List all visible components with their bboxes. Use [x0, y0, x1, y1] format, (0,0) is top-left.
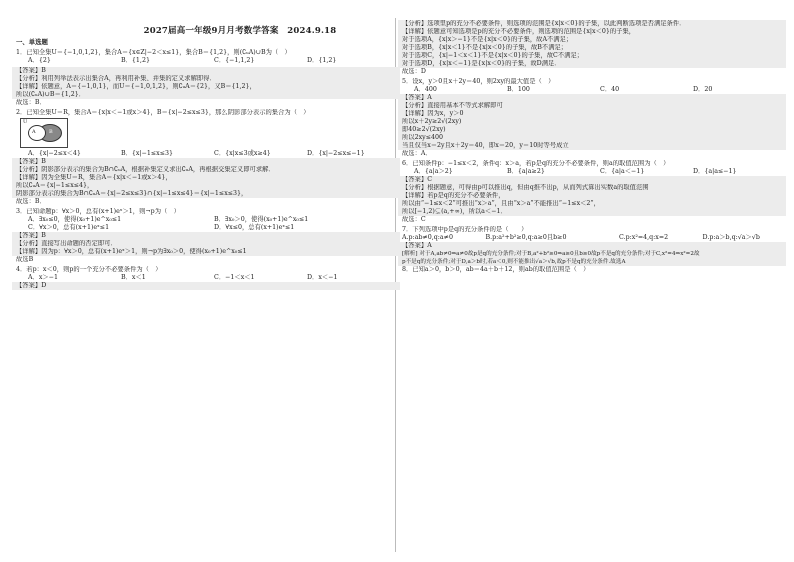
q4-detail: 【详解】依题意可知选项是p的充分不必要条件，则选项的范围是{x|x＜0}的子集， — [398, 28, 786, 36]
q1-analysis: 【分析】利用列举法表示出集合A，再利用补集、并集的定义求解即得． — [12, 75, 400, 83]
q2-analysis: 【分析】阴影部分表示的集合为B∩∁ᵤA，根据补集定义求出∁ᵤA，再根据交集定义即可求解． — [12, 166, 400, 174]
q5-analysis: 【分析】直接用基本不等式求解即可 — [398, 102, 786, 110]
q1-detail: 【详解】依题意，A＝{−1,0,1}，而U＝{−1,0,1,2}，则∁ᵤA＝{2}，又B＝{1,2}， — [12, 83, 400, 91]
option[interactable]: A．{a|a＞2} — [414, 168, 453, 175]
option[interactable]: D．x＜−1 — [307, 274, 338, 281]
q7-stem: 7．下列选项中p是q的充分条件的是（ ） — [402, 226, 528, 233]
option[interactable]: C.p:x²=4,q:x=2 — [619, 234, 669, 241]
venn-label-a: A — [32, 129, 36, 135]
q4-choose: 故选：D — [402, 68, 426, 75]
q2-choose: 故选：B． — [16, 198, 46, 205]
q3-detail: 【详解】因为p：∀x＞0，总有(x+1)eˣ＞1，则¬p为∃x₀＞0，使得(x₀+1)e^x₀≤1 — [12, 248, 400, 256]
q3-options-cd — [12, 224, 400, 232]
q5-line3: 所以2xy≤400 — [398, 134, 786, 142]
option[interactable]: B．100 — [507, 86, 530, 93]
q4-option-c-check: 对于选项C，{x|−1＜x＜1}不是{x|x＜0}的子集，故C不满足； — [398, 52, 786, 60]
venn-set-a — [28, 125, 46, 141]
venn-label-u: U — [23, 119, 28, 125]
q6-answer: 【答案】C — [398, 176, 786, 184]
q3-analysis: 【分析】直接写出命题的否定即可． — [12, 240, 400, 248]
option[interactable]: A．400 — [414, 86, 437, 93]
q4-option-d-check: 对于选项D，{x|x＜−1}是{x|x＜0}的子集，故D满足． — [398, 60, 786, 68]
option[interactable]: B.p:a²+b²≥0,q:a≥0且b≥0 — [485, 234, 567, 241]
q6-line2: 所以[−1,2)⊊(a,+∞)，所以a＜−1． — [398, 208, 786, 216]
option[interactable]: D．{a|a≤−1} — [693, 168, 737, 175]
q6-detail: 【详解】若p是q的充分不必要条件， — [398, 192, 786, 200]
option[interactable]: C．{x|x≤3或x≥4} — [214, 150, 271, 157]
q5-line2: 即40≥2√(2xy) — [398, 126, 786, 134]
q2-options — [12, 150, 400, 158]
page-title: 2027届高一年级9月月考数学答案 2024.9.18 — [143, 26, 337, 36]
q6-line1: 所以由“−1≤x＜2”可推出“x＞a”，且由“x＞a”不能推出“−1≤x＜2”， — [398, 200, 786, 208]
option[interactable]: A．{x|−2≤x＜4} — [28, 150, 81, 157]
q5-line1: 所以x＋2y≥2√(2xy) — [398, 118, 786, 126]
q3-answer: 【答案】B — [12, 232, 400, 240]
option[interactable]: B．{a|a≥2} — [507, 168, 545, 175]
venn-label-b: B — [49, 129, 53, 135]
q2-answer: 【答案】B — [12, 158, 400, 166]
option[interactable]: D.p:a＞b,q:√a＞√b — [702, 234, 760, 241]
q1-options — [12, 57, 400, 65]
option[interactable]: D．∀x≤0，总有(x+1)eˣ≤1 — [214, 224, 295, 231]
q7-detail-2: p不是q的充分条件;对于D,a＞b时,若a＜0,则不能推出√a＞√b,故p不是q的充分条件.故选A — [398, 258, 786, 266]
q2-line3: 阴影部分表示的集合为B∩∁ᵤA＝{x|−2≤x≤3}∩{x|−1≤x≤4}＝{x|−1≤x≤3}， — [12, 190, 400, 198]
q2-stem: 2．已知全集U＝R，集合A＝{x|x＜−1或x＞4}，B＝{x|−2≤x≤3}，那么阴影部分表示的集合为（ ） — [16, 109, 310, 116]
q6-analysis: 【分析】根据题意，可得由p可以推出q，但由q推不出p，从而列式算出实数a的取值范围 — [398, 184, 786, 192]
q1-stem: 1．已知全集U＝{−1,0,1,2}，集合A＝{x∈Z|−2＜x≤1}，集合B＝{1,2}，则(∁ᵤA)∪B为（ ） — [16, 49, 291, 56]
option[interactable]: C．{a|a＜−1} — [600, 168, 645, 175]
option[interactable]: D．20 — [693, 86, 713, 93]
q3-choose: 故选B — [16, 256, 34, 263]
q4-analysis: 【分析】选项里p的充分不必要条件，则选项的范围是{x|x＜0}的子集，以此判断选项是否满足条件． — [398, 20, 786, 28]
q3-stem: 3．已知命题p：∀x＞0，总有(x+1)eˣ＞1，则¬p为（ ） — [16, 208, 180, 215]
q7-detail-1: [解析] 对于A,ab≠0⇒a≠0故p是q的充分条件;对于B,a²+b²≥0⇒a≥0且b≥0故p不是q的充分条件;对于C,x²=4⇒x²=2故 — [398, 250, 786, 258]
q5-detail: 【详解】因为x，y＞0 — [398, 110, 786, 118]
option[interactable]: B．{1,2} — [121, 57, 150, 64]
venn-diagram — [20, 118, 68, 148]
option[interactable]: A．∃x₀≤0，使得(x₀+1)e^x₀≤1 — [28, 216, 122, 223]
option[interactable]: B．∃x₀＞0，使得(x₀+1)e^x₀≤1 — [214, 216, 309, 223]
q1-answer: 【答案】B — [12, 67, 400, 75]
q2-detail: 【详解】因为全集U＝R，集合A＝{x|x＜−1或x＞4}， — [12, 174, 400, 182]
option[interactable]: C．40 — [600, 86, 620, 93]
option[interactable]: A．x＞−1 — [28, 274, 58, 281]
option[interactable]: A．{2} — [28, 57, 51, 64]
option[interactable]: C．∀x＞0，总有(x+1)eˣ≤1 — [28, 224, 110, 231]
q6-options — [398, 168, 786, 176]
section-heading: 一、单选题 — [16, 38, 48, 46]
q4-answer: 【答案】D — [12, 282, 400, 290]
q6-stem: 6．已知条件p：−1≤x＜2，条件q：x＞a，若p是q的充分不必要条件，则a的取值范围为（ ） — [402, 160, 670, 167]
q8-stem: 8．已知a＞0，b＞0，ab＝4a＋b＋12，则ab的取值范围是（ ） — [402, 266, 590, 273]
option[interactable]: B．{x|−1≤x≤3} — [121, 150, 174, 157]
q5-options — [398, 86, 786, 94]
q5-choose: 故选：A． — [402, 150, 432, 157]
q4-option-a-check: 对于选项A，{x|x＞−1}不是{x|x＜0}的子集，故A不满足； — [398, 36, 786, 44]
left-column — [12, 38, 400, 290]
option[interactable]: A.p:ab≠0,q:a≠0 — [402, 234, 453, 241]
option[interactable]: D．{1,2} — [307, 57, 337, 64]
q4-stem: 4．若p：x＜0，则p的一个充分不必要条件为（ ） — [16, 266, 162, 273]
right-column — [398, 20, 786, 274]
q4-option-b-check: 对于选项B，{x|x＜1}不是{x|x＜0}的子集，故B不满足； — [398, 44, 786, 52]
q6-choose: 故选：C — [402, 216, 426, 223]
q7-options — [398, 234, 786, 242]
q5-stem: 5．设x，y＞0且x＋2y＝40，则2xy的最大值是（ ） — [402, 78, 555, 85]
q4-options — [12, 274, 400, 282]
q7-answer: 【答案】A — [398, 242, 786, 250]
q3-options-ab — [12, 216, 400, 224]
q2-line2: 所以∁ᵤA＝{x|−1≤x≤4}， — [12, 182, 400, 190]
q5-answer: 【答案】A — [398, 94, 786, 102]
option[interactable]: B．x＜1 — [121, 274, 146, 281]
option[interactable]: D．{x|−2≤x≤−1} — [307, 150, 365, 157]
q1-result: 所以(∁ᵤA)∪B＝{1,2}． — [12, 91, 400, 99]
option[interactable]: C．−1＜x＜1 — [214, 274, 255, 281]
q5-line4: 当且仅当x＝2y且x＋2y＝40，即x＝20，y＝10时等号成立 — [398, 142, 786, 150]
q1-choose: 故选：B． — [16, 99, 46, 106]
option[interactable]: C．{−1,1,2} — [214, 57, 255, 64]
